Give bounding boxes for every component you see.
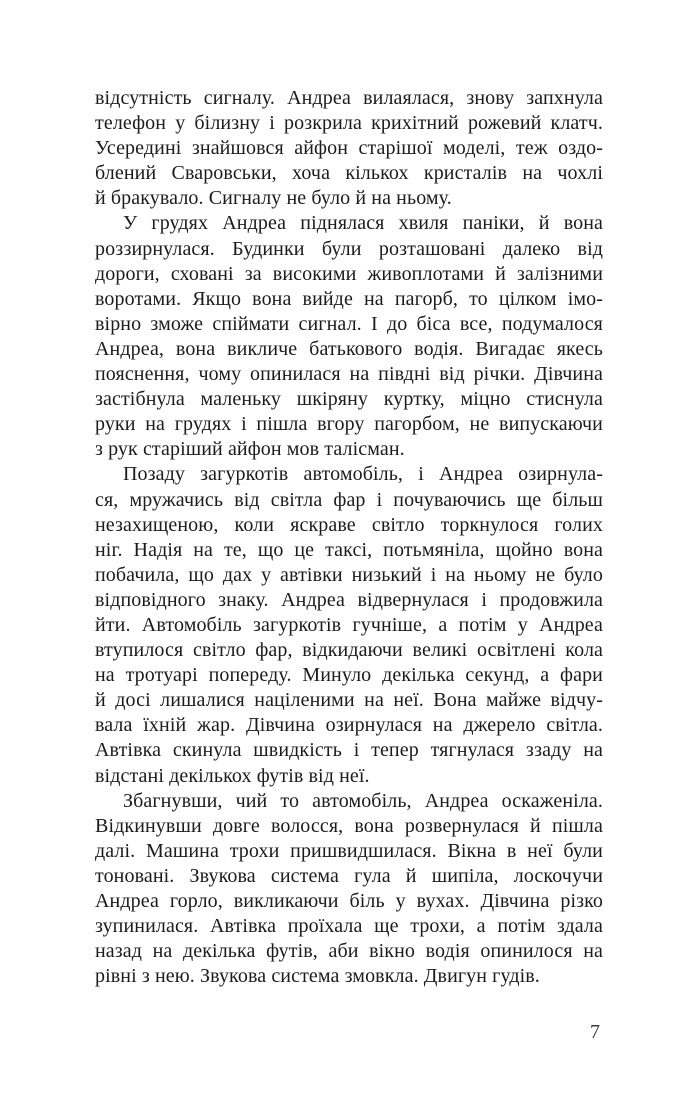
text-line: воротами. Якщо вона вийде на пагорб, то цілком імо- bbox=[95, 287, 603, 310]
text-line: роззирнулася. Будинки були розташовані далеко від bbox=[95, 237, 603, 260]
text-line: ся, мружачись від світла фар і почуваючись ще більш bbox=[95, 488, 603, 511]
text-line: Андреа, вона викличе батькового водія. Вигадає якесь bbox=[95, 337, 603, 360]
text-line: вірно зможе спіймати сигнал. І до біса все, подумалося bbox=[95, 312, 603, 335]
text-line: на тротуарі попереду. Минуло декілька секунд, а фари bbox=[95, 664, 603, 687]
text-line: Збагнувши, чий то автомобіль, Андреа оскаженіла. bbox=[123, 789, 603, 812]
text-line: відсутність сигналу. Андреа вилаялася, знову запхнула bbox=[95, 87, 603, 109]
text-line: відстані декількох футів від неї. bbox=[95, 764, 370, 787]
text-line: блений Сваровськи, хоча кількох кристалів на чохлі bbox=[95, 162, 603, 185]
text-line: пояснення, чому опинилася на півдні від річки. Дівчина bbox=[95, 363, 603, 386]
text-line: зупинилася. Автівка проїхала ще трохи, а потім здала bbox=[95, 915, 603, 938]
text-line: й бракувало. Сигналу не було й на ньому. bbox=[95, 187, 452, 210]
text-line: втупилося світло фар, відкидаючи великі освітлені кола bbox=[95, 639, 603, 662]
text-line: побачила, що дах у автівки низький і на ньому не було bbox=[95, 563, 603, 586]
paragraph bbox=[95, 86, 603, 211]
text-line: ніг. Надія на те, що це таксі, потьмяніла, щойно вона bbox=[95, 538, 603, 561]
text-line: незахищеною, коли яскраве світло торкнулося голих bbox=[95, 513, 603, 536]
paragraph bbox=[95, 462, 603, 788]
text-line: телефон у білизну і розкрила крихітний рожевий клатч. bbox=[95, 112, 603, 135]
paragraph bbox=[95, 789, 603, 990]
text-line: йти. Автомобіль загуркотів гучніше, а потім у Андреа bbox=[95, 613, 603, 636]
text-line: тоновані. Звукова система гула й шипіла, лоскочучи bbox=[95, 864, 603, 887]
text-line: Відкинувши довге волосся, вона розвернулася й пішла bbox=[95, 814, 603, 837]
text-line: з рук старіший айфон мов талісман. bbox=[95, 438, 405, 461]
text-line: відповідного знаку. Андреа відвернулася і продовжила bbox=[95, 588, 603, 611]
text-line: рівні з нею. Звукова система змовкла. Двигун гудів. bbox=[95, 965, 540, 988]
text-line: Позаду загуркотів автомобіль, і Андреа озирнула- bbox=[123, 463, 603, 486]
page-text bbox=[95, 86, 603, 989]
page-number: 7 bbox=[590, 1021, 600, 1043]
text-line: Автівка скинула швидкість і тепер тягнулася ззаду на bbox=[95, 739, 603, 762]
text-line: Усередині знайшовся айфон старішої моделі, теж оздо- bbox=[95, 137, 603, 160]
text-line: дороги, сховані за високими живоплотами й залізними bbox=[95, 262, 603, 285]
text-line: далі. Машина трохи пришвидшилася. Вікна в неї були bbox=[95, 839, 603, 862]
paragraph bbox=[95, 211, 603, 462]
text-line: назад на декілька футів, аби вікно водія опинилося на bbox=[95, 940, 603, 963]
text-line: й досі лишалися націленими на неї. Вона майже відчу- bbox=[95, 689, 603, 712]
text-line: вала їхній жар. Дівчина озирнулася на джерело світла. bbox=[95, 714, 603, 737]
text-line: застібнула маленьку шкіряну куртку, міцно стиснула bbox=[95, 388, 603, 411]
text-line: Андреа горло, викликаючи біль у вухах. Дівчина різко bbox=[95, 890, 603, 912]
text-line: У грудях Андреа піднялася хвиля паніки, й вона bbox=[123, 212, 603, 235]
text-line: руки на грудях і пішла вгору пагорбом, не випускаючи bbox=[95, 413, 603, 436]
